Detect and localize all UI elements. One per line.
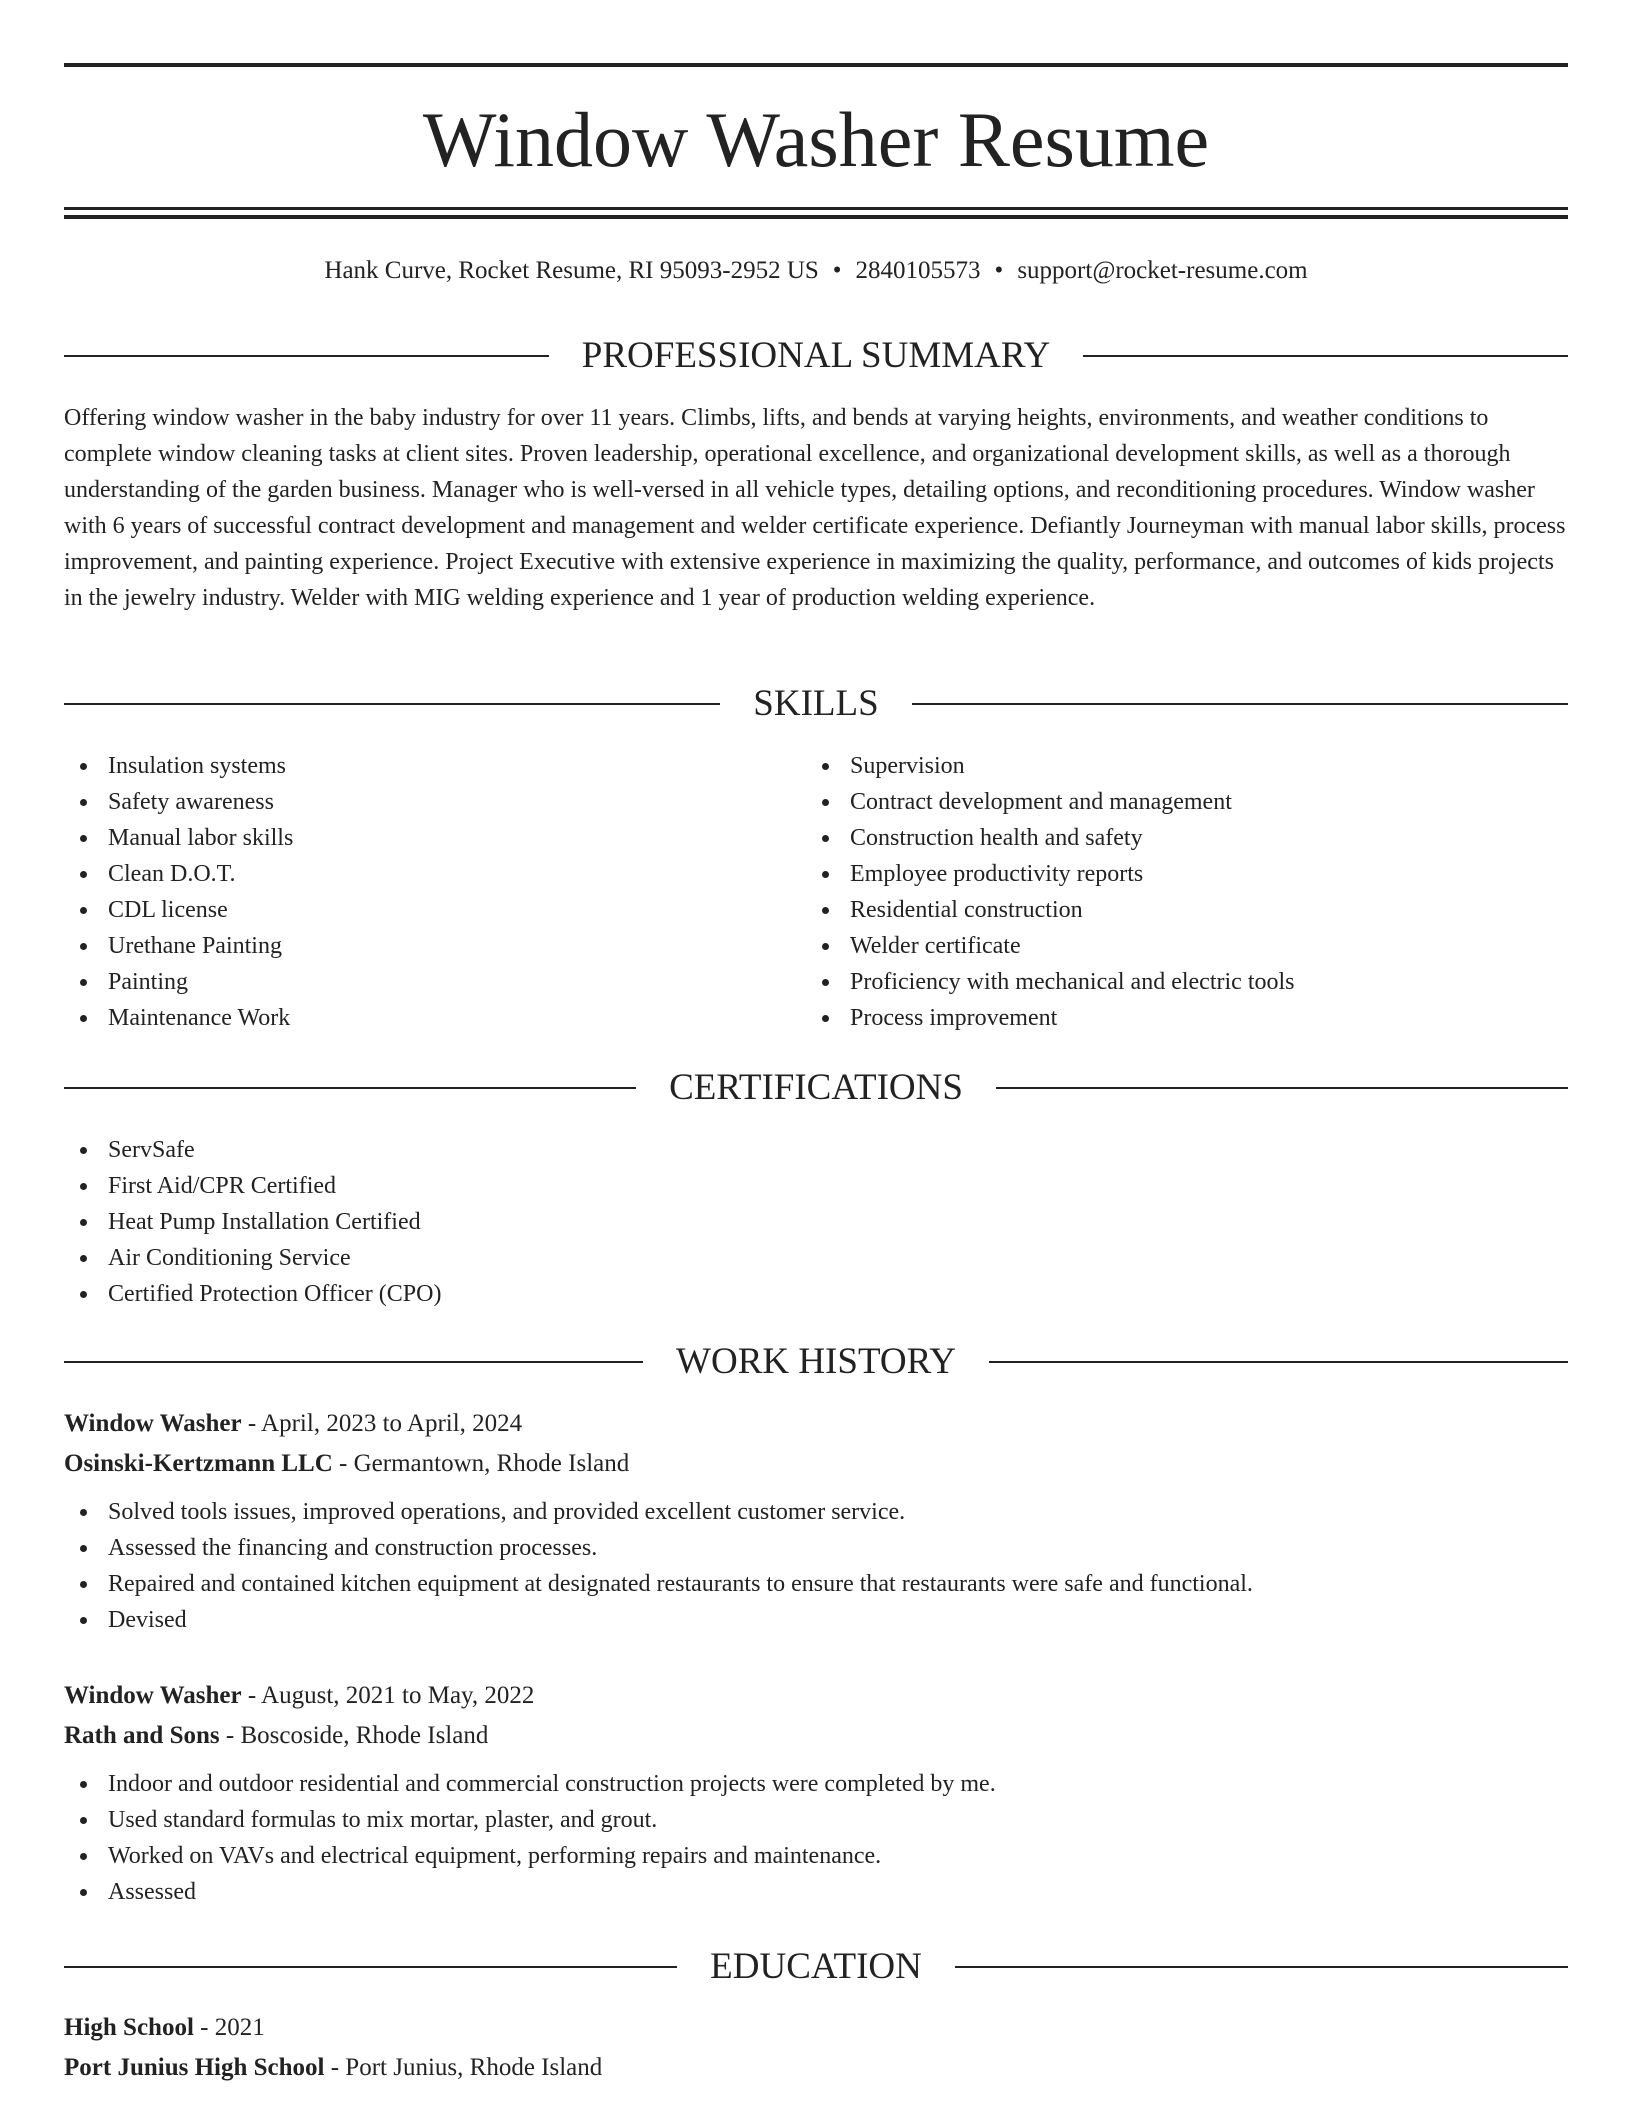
skill-item: Clean D.O.T. [64, 856, 804, 892]
job-duties-list [64, 1766, 1568, 1910]
skills-list-right [806, 748, 1566, 1036]
certifications-heading [64, 1066, 1568, 1110]
job-company-line [64, 1444, 1568, 1484]
job-company: Osinski-Kertzmann LLC [64, 1450, 333, 1477]
certification-item: Air Conditioning Service [64, 1240, 1568, 1276]
resume-title: Window Washer Resume [422, 96, 1210, 183]
job-duty: Indoor and outdoor residential and commercial construction projects were completed by me. [64, 1766, 1568, 1802]
skill-item: Urethane Painting [64, 928, 804, 964]
certification-item: Heat Pump Installation Certified [64, 1204, 1568, 1240]
work-history-heading [64, 1340, 1568, 1384]
heading-rule [64, 1087, 636, 1089]
skill-item: Maintenance Work [64, 1000, 804, 1036]
job-title: Window Washer [64, 1682, 242, 1709]
job-duty: Assessed the financing and construction processes. [64, 1530, 1568, 1566]
work-history-heading-label: WORK HISTORY [676, 1341, 956, 1382]
skill-item: Painting [64, 964, 804, 1000]
heading-rule [1083, 355, 1568, 357]
skill-item: Insulation systems [64, 748, 804, 784]
job-entry [64, 1404, 1568, 1638]
skill-item: Safety awareness [64, 784, 804, 820]
title-double-rule [64, 207, 1568, 219]
skill-item: Manual labor skills [64, 820, 804, 856]
education-school-line [64, 2048, 1568, 2088]
certifications-list [64, 1132, 1568, 1312]
skill-item: Residential construction [806, 892, 1566, 928]
heading-rule [989, 1361, 1568, 1363]
heading-rule [64, 703, 720, 705]
job-duties-list [64, 1494, 1568, 1638]
summary-heading [64, 334, 1568, 378]
heading-rule [64, 1966, 677, 1968]
heading-rule [64, 1361, 643, 1363]
contact-separator: • [832, 257, 842, 284]
skill-item: Construction health and safety [806, 820, 1566, 856]
job-entry [64, 1676, 1568, 1910]
education-entry [64, 2008, 1568, 2088]
certification-item: ServSafe [64, 1132, 1568, 1168]
education-heading-label: EDUCATION [710, 1946, 922, 1987]
certifications-heading-label: CERTIFICATIONS [669, 1067, 963, 1108]
heading-rule [996, 1087, 1568, 1089]
education-school: Port Junius High School [64, 2054, 325, 2081]
contact-email: support@rocket-resume.com [1017, 257, 1308, 284]
job-duty: Assessed [64, 1874, 1568, 1910]
contact-separator: • [994, 257, 1004, 284]
skill-item: Welder certificate [806, 928, 1566, 964]
skill-item: Supervision [806, 748, 1566, 784]
certification-item: First Aid/CPR Certified [64, 1168, 1568, 1204]
top-rule [64, 63, 1568, 67]
job-duty: Devised [64, 1602, 1568, 1638]
job-title: Window Washer [64, 1410, 242, 1437]
education-year: - 2021 [193, 2014, 265, 2041]
skills-heading-label: SKILLS [753, 683, 879, 724]
contact-phone: 2840105573 [855, 257, 981, 284]
job-title-line [64, 1676, 1568, 1716]
skill-item: Proficiency with mechanical and electric tools [806, 964, 1566, 1000]
certification-item: Certified Protection Officer (CPO) [64, 1276, 1568, 1312]
heading-rule [64, 355, 549, 357]
job-company-line [64, 1716, 1568, 1756]
skills-list-left [64, 748, 804, 1036]
education-heading [64, 1945, 1568, 1989]
contact-address: Hank Curve, Rocket Resume, RI 95093-2952 US [324, 257, 819, 284]
job-duty: Solved tools issues, improved operations, and provided excellent customer service. [64, 1494, 1568, 1530]
skill-item: CDL license [64, 892, 804, 928]
skill-item: Process improvement [806, 1000, 1566, 1036]
job-dates: - April, 2023 to April, 2024 [241, 1410, 523, 1437]
heading-rule [955, 1966, 1568, 1968]
job-duty: Used standard formulas to mix mortar, plaster, and grout. [64, 1802, 1568, 1838]
skill-item: Employee productivity reports [806, 856, 1566, 892]
summary-heading-label: PROFESSIONAL SUMMARY [581, 335, 1051, 376]
education-degree: High School [64, 2014, 194, 2041]
contact-line [64, 254, 1568, 288]
job-location: - Germantown, Rhode Island [332, 1450, 630, 1477]
education-location: - Port Junius, Rhode Island [324, 2054, 603, 2081]
job-duty: Worked on VAVs and electrical equipment, performing repairs and maintenance. [64, 1838, 1568, 1874]
job-title-line [64, 1404, 1568, 1444]
job-location: - Boscoside, Rhode Island [219, 1722, 489, 1749]
heading-rule [912, 703, 1568, 705]
skills-heading [64, 682, 1568, 726]
job-duty: Repaired and contained kitchen equipment at designated restaurants to ensure that restaurants were safe and functional. [64, 1566, 1568, 1602]
education-degree-line [64, 2008, 1568, 2048]
job-company: Rath and Sons [64, 1722, 220, 1749]
skill-item: Contract development and management [806, 784, 1566, 820]
summary-text: Offering window washer in the baby industry for over 11 years. Climbs, lifts, and bends at varying heights, environments, and weather conditions to complete window cleaning tasks at client sites. Proven leadership, operational excellence, and organizational development skills, as well as a thorough understanding of the garden business. Manager who is well-versed in all vehicle types, detailing options, and reconditioning procedures. Window washer with 6 years of successful contract development and management and welder certificate experience. Defiantly Journeyman with manual labor skills, process improvement, and painting experience. Project Executive with extensive experience in maximizing the quality, performance, and outcomes of kids projects in the jewelry industry. Welder with MIG welding experience and 1 year of production welding experience. [64, 405, 1566, 611]
job-dates: - August, 2021 to May, 2022 [241, 1682, 535, 1709]
